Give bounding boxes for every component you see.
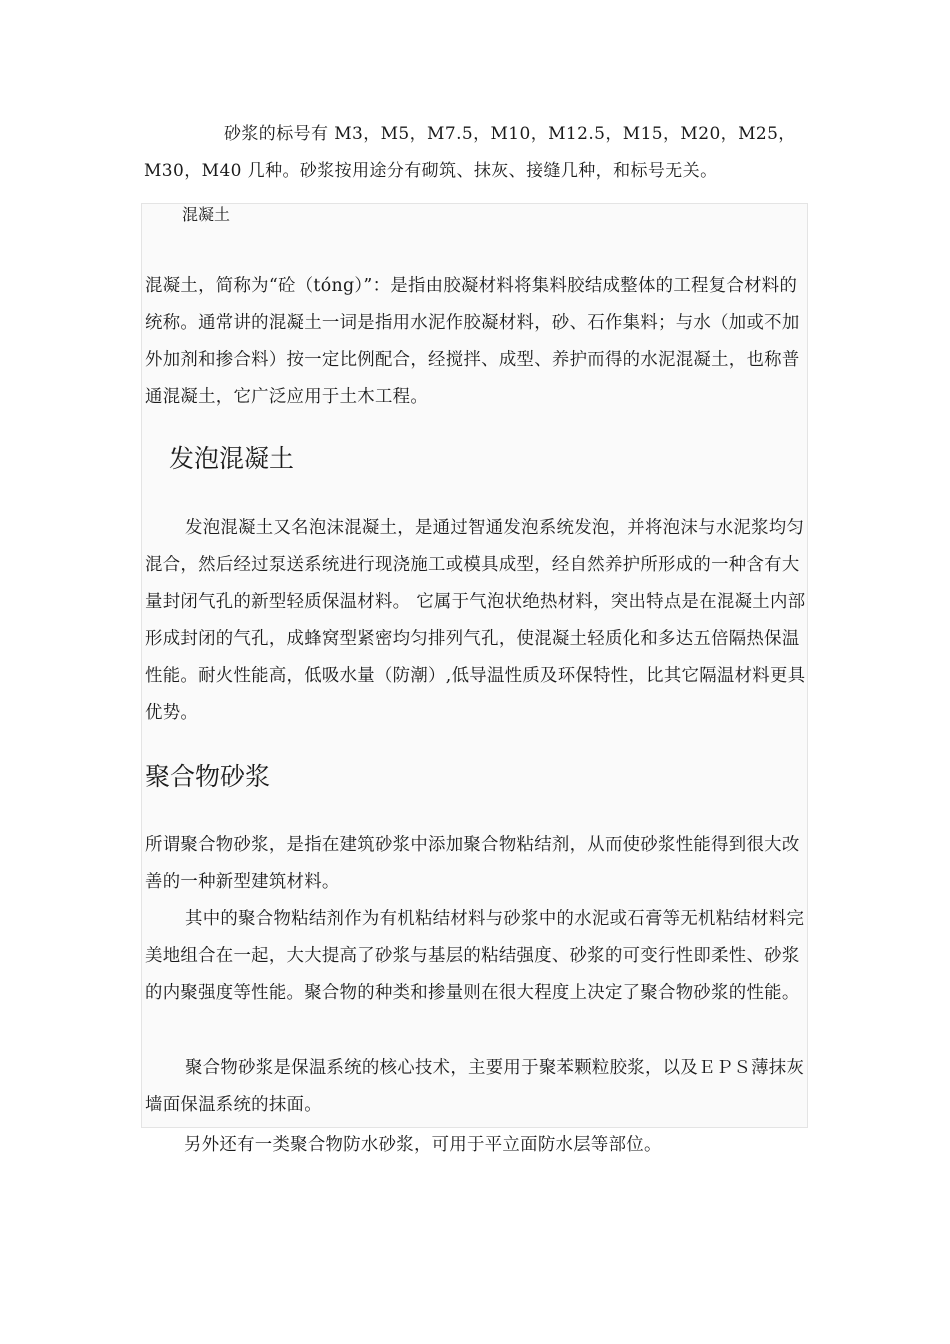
polymer-usage-paragraph	[145, 1050, 807, 1124]
polymer-mortar-definition-paragraph: 所谓聚合物砂浆，是指在建筑砂浆中添加聚合物粘结剂，从而使砂浆性能得到很大改善的一种新型建筑材料。	[145, 835, 800, 892]
polymer-binder-text: 其中的聚合物粘结剂作为有机粘结材料与砂浆中的水泥或石膏等无机粘结材料完美地组合在一起，大大提高了砂浆与基层的粘结强度、砂浆的可变行性即柔性、砂浆的内聚强度等性能。聚合物的种类和掺量则在很大程度上决定了聚合物砂浆的性能。	[145, 909, 805, 1003]
mortar-grade-paragraph	[144, 116, 812, 190]
foam-concrete-text: 发泡混凝土又名泡沫混凝土，是通过智通发泡系统发泡，并将泡沫与水泥浆均匀混合，然后经过泵送系统进行现浇施工或模具成型，经自然养护所形成的一种含有大量封闭气孔的新型轻质保温材料。 它属于气泡状绝热材料，突出特点是在混凝土内部形成封闭的气孔，成蜂窝型紧密均匀排列气孔，使混凝土轻质化和多达五倍隔热保温性能。耐火性能高，低吸水量（防潮）,低导温性质及环保特性，比其它隔温材料更具优势。	[145, 518, 806, 723]
foam-concrete-paragraph	[145, 510, 807, 732]
content-panel	[141, 203, 808, 1128]
concrete-definition-paragraph: 混凝土，简称为“砼（tóng）”：是指由胶凝材料将集料胶结成整体的工程复合材料的统称。通常讲的混凝土一词是指用水泥作胶凝材料，砂、石作集料；与水（加或不加外加剂和掺合料）按一定比例配合，经搅拌、成型、养护而得的水泥混凝土，也称普通混凝土，它广泛应用于土木工程。	[145, 276, 800, 407]
panel-label: 混凝土	[182, 205, 231, 224]
foam-concrete-heading: 发泡混凝土	[169, 444, 295, 473]
waterproof-mortar-paragraph: 另外还有一类聚合物防水砂浆，可用于平立面防水层等部位。	[184, 1135, 662, 1155]
mortar-grade-text: 砂浆的标号有 M3，M5，M7.5，M10，M12.5，M15，M20，M25，M30，M40 几种。砂浆按用途分有砌筑、抹灰、接缝几种，和标号无关。	[144, 124, 796, 181]
polymer-mortar-heading: 聚合物砂浆	[145, 762, 271, 791]
polymer-usage-text: 聚合物砂浆是保温系统的核心技术，主要用于聚苯颗粒胶浆，以及ＥＰＳ薄抹灰墙面保温系统的抹面。	[145, 1058, 805, 1115]
polymer-binder-paragraph	[145, 901, 807, 1012]
